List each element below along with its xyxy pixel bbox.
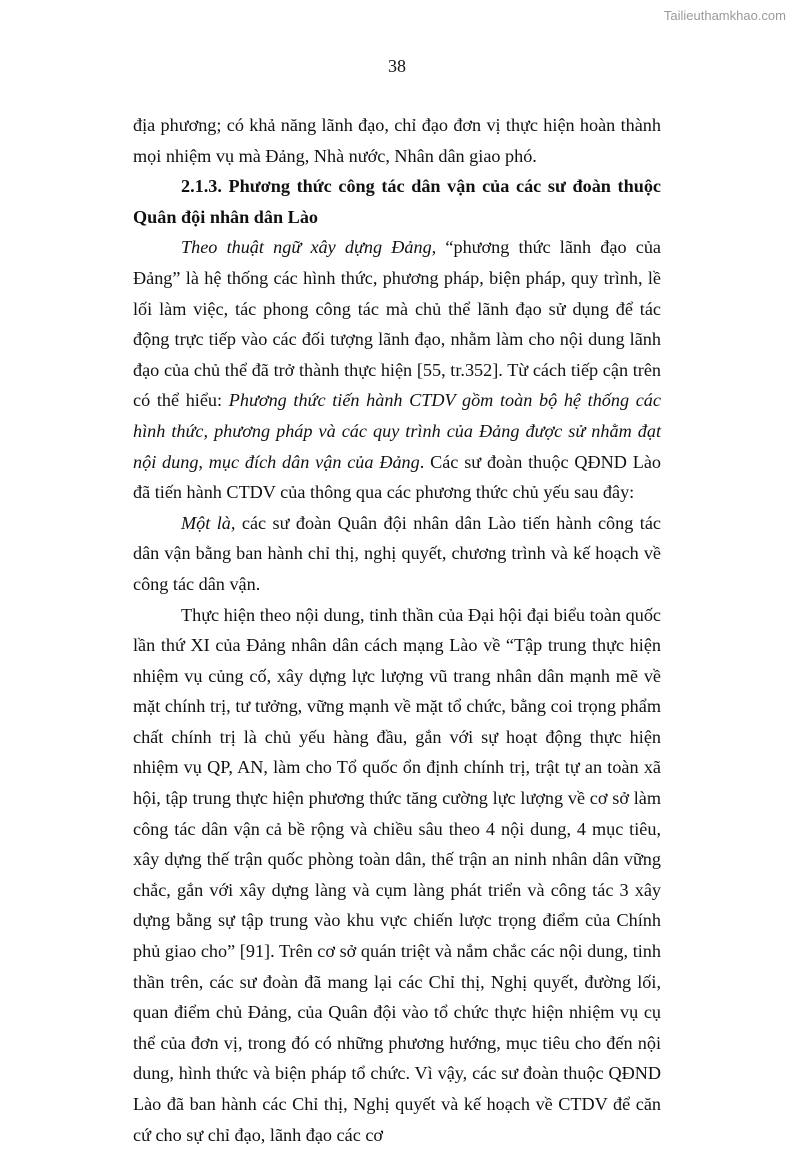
italic-definition: Phương thức tiến hành CTDV gồm toàn bộ hệ thống các hình thức, phương pháp và các quy trình của Đảng được sử nhằm đạt nội dung, mục đích dân vận của Đảng	[133, 390, 661, 471]
paragraph-text: các sư đoàn Quân đội nhân dân Lào tiến hành công tác dân vận bằng ban hành chỉ thị, nghị quyết, chương trình và kế hoạch về công tác dân vận.	[133, 513, 661, 594]
paragraph-continuation: địa phương; có khả năng lãnh đạo, chỉ đạo đơn vị thực hiện hoàn thành mọi nhiệm vụ mà Đảng, Nhà nước, Nhân dân giao phó.	[133, 110, 661, 171]
paragraph-text: . Các sư đoàn thuộc QĐND Lào đã tiến hành CTDV của thông qua các phương thức chủ yếu sau đây:	[133, 452, 661, 503]
paragraph-definition	[133, 232, 661, 507]
section-heading: 2.1.3. Phương thức công tác dân vận của các sư đoàn thuộc Quân đội nhân dân Lào	[133, 171, 661, 232]
paragraph-method-one	[133, 508, 661, 600]
italic-lead: Một là,	[181, 513, 235, 533]
document-body	[133, 110, 661, 1150]
italic-term: Theo thuật ngữ xây dựng Đảng,	[181, 237, 436, 257]
page-number: 38	[0, 56, 794, 77]
paragraph-text: “phương thức lãnh đạo của Đảng” là hệ thống các hình thức, phương pháp, biện pháp, quy trình, lề lối làm việc, tác phong công tác mà chủ thể lãnh đạo sử dụng để tác động trực tiếp vào các đối tượng lãnh đạo, nhằm làm cho nội dung lãnh đạo của chủ thể đã trở thành thực hiện [55, tr.352]. Từ cách tiếp cận trên có thể hiểu:	[133, 237, 661, 410]
paragraph-implementation: Thực hiện theo nội dung, tinh thần của Đại hội đại biểu toàn quốc lần thứ XI của Đảng nhân dân cách mạng Lào về “Tập trung thực hiện nhiệm vụ củng cố, xây dựng lực lượng vũ trang nhân dân mạnh mẽ về mặt chính trị, tư tưởng, vững mạnh về mặt tổ chức, bằng coi trọng phẩm chất chính trị là chủ yếu hàng đầu, gắn với sự hoạt động thực hiện nhiệm vụ QP, AN, làm cho Tổ quốc ổn định chính trị, trật tự an toàn xã hội, tập trung thực hiện phương thức tăng cường lực lượng về cơ sở làm công tác dân vận cả bề rộng và chiều sâu theo 4 nội dung, 4 mục tiêu, xây dựng thế trận quốc phòng toàn dân, thế trận an ninh nhân dân vững chắc, gắn với xây dựng làng và cụm làng phát triển và công tác 3 xây dựng bằng sự tập trung vào khu vực chiến lược trọng điểm của Chính phủ giao cho” [91]. Trên cơ sở quán triệt và nắm chắc các nội dung, tinh thần trên, các sư đoàn đã mang lại các Chỉ thị, Nghị quyết, đường lối, quan điểm chủ Đảng, của Quân đội vào tổ chức thực hiện nhiệm vụ cụ thể của đơn vị, trong đó có những phương hướng, mục tiêu cho đến nội dung, hình thức và biện pháp tổ chức. Vì vậy, các sư đoàn thuộc QĐND Lào đã ban hành các Chỉ thị, Nghị quyết và kế hoạch về CTDV để căn cứ cho sự chỉ đạo, lãnh đạo các cơ	[133, 600, 661, 1150]
watermark: Tailieuthamkhao.com	[664, 8, 786, 23]
